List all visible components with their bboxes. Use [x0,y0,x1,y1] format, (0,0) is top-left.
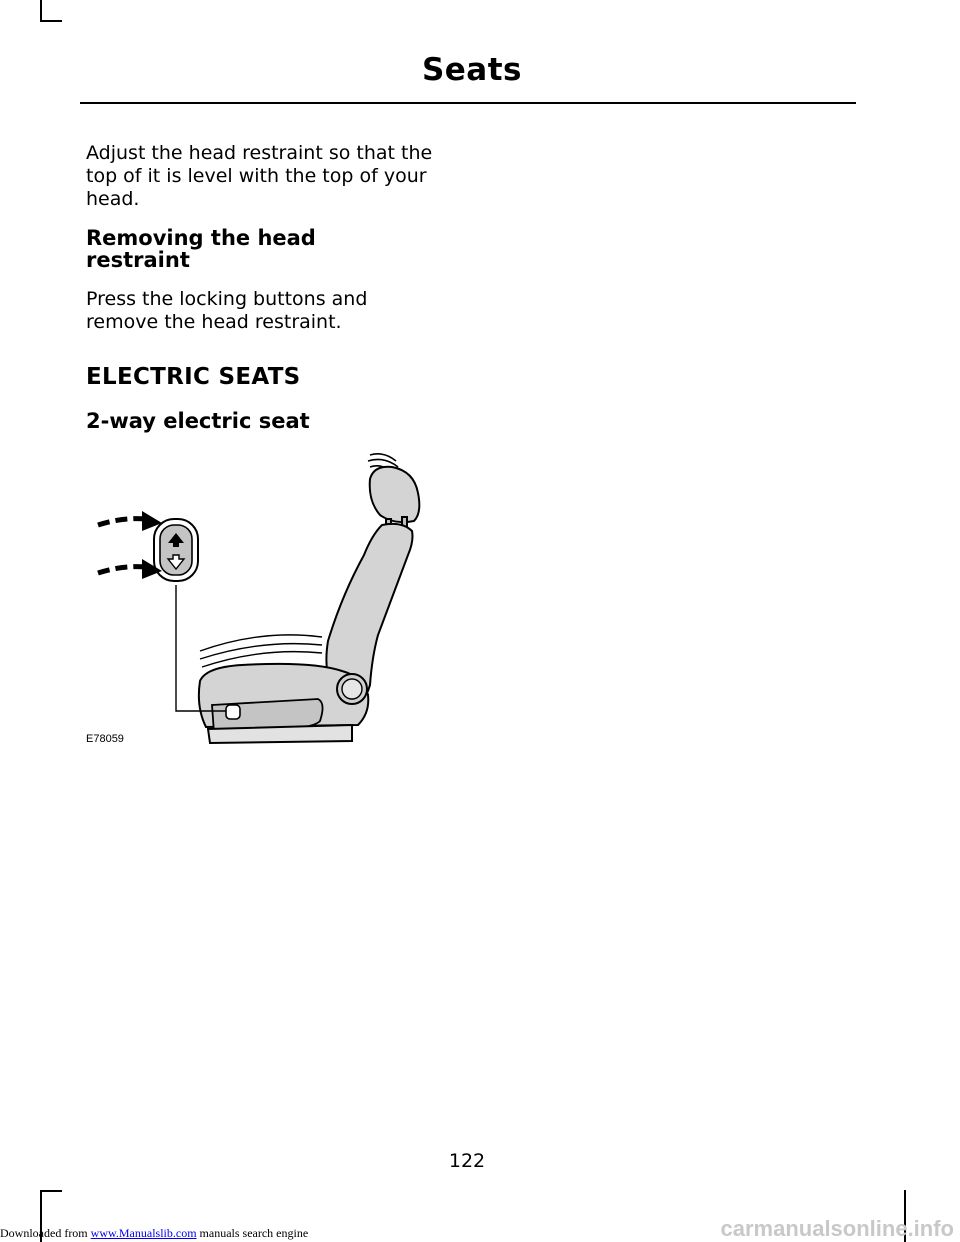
header-divider [80,102,856,104]
heading-electric-seats: ELECTRIC SEATS [86,364,301,390]
backrest [326,524,412,692]
manualslib-link[interactable]: www.Manualslib.com [90,1226,197,1240]
footer-prefix: Downloaded from [0,1226,91,1240]
page-number: 122 [448,1150,486,1172]
headrest [370,467,420,529]
page-title: Seats [421,52,522,88]
cushion-motion-lines [200,635,322,667]
figure-code: E78059 [86,733,124,745]
crop-mark-top-left-h [40,20,62,22]
switch-callout [154,519,198,581]
press-arrows [98,519,148,573]
footer-suffix: manuals search engine [196,1226,309,1240]
download-footer [0,1226,308,1241]
paragraph-removing: Press the locking buttons and remove the head restraint. [86,288,368,333]
heading-removing-head-restraint: Removing the head restraint [86,226,316,272]
heading-2-way-electric-seat: 2-way electric seat [86,409,310,433]
watermark: carmanualsonline.info [720,1216,954,1241]
crop-mark-bottom-left-h [40,1190,62,1192]
crop-mark-top-left-v [40,0,42,22]
seat-illustration [82,445,450,755]
paragraph-adjust: Adjust the head restraint so that the top of it is level with the top of your head. [86,142,433,210]
seat-switch [226,705,240,719]
seat-base [208,725,352,743]
electric-seat-figure [82,445,450,755]
